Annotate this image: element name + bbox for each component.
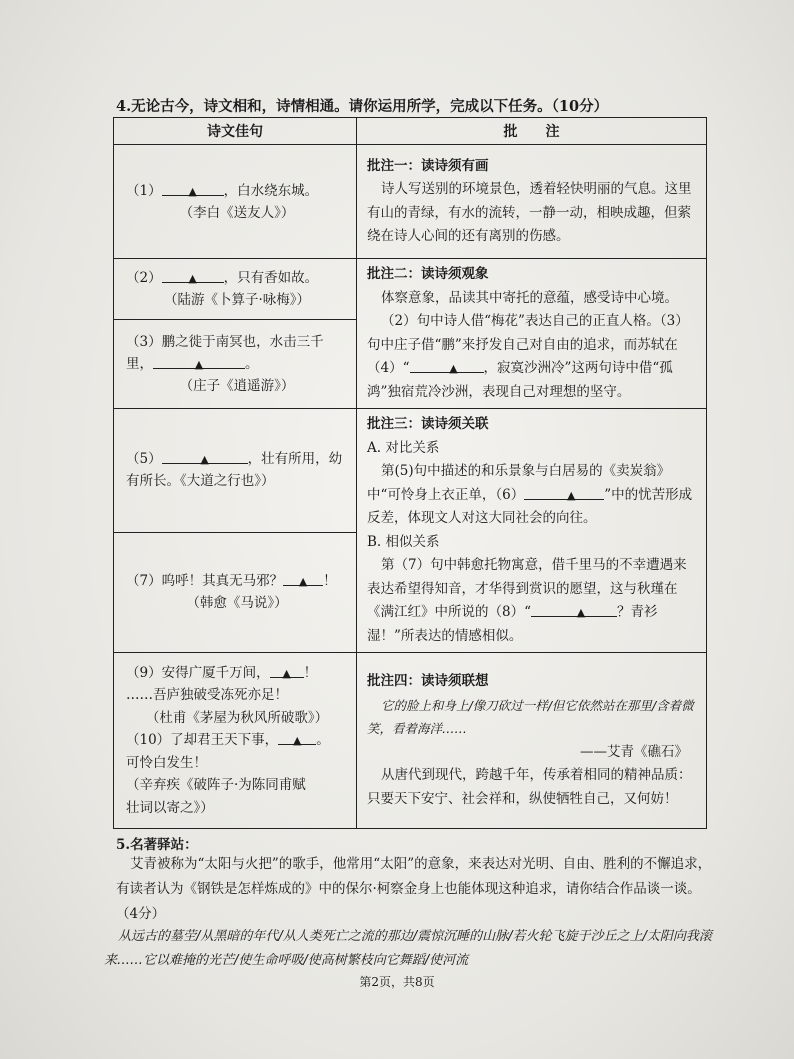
annotation-cell-4: 批注四：读诗须联想 它的脸上和身上/像刀砍过一样/但它依然站在那里/含着微笑，看着海洋…… ——艾青《礁石》 从唐代到现代，跨越千年，传承着相同的精神品质：只要天下安宁、社会祥和，纵使牺牲自己，又何妨！ [357,653,707,829]
triangle-icon: ▲ [576,606,586,619]
triangle-icon: ▲ [298,575,308,589]
table-row [114,259,707,320]
poem-cell-7: （7）呜呼！其真无马邪？ ▲ ！ （韩愈《马说》） [114,532,357,652]
answer-blank-10[interactable] [278,730,316,748]
question-5-body: 艾青被称为“太阳与火把”的歌手，他常用“太阳”的意象，来表达对光明、自由、胜利的不懈追求，有读者认为《钢铁是怎样炼成的》中的保尔·柯察金身上也能体现这种追求，请你结合作品谈一谈。（4分） [116,856,712,922]
triangle-icon: ▲ [567,488,576,502]
answer-blank-2[interactable] [162,268,224,283]
poem-cell-1: （1） ▲ ，白水绕东城。 （李白《送友人》） [114,145,357,259]
triangle-icon: ▲ [449,362,458,375]
answer-blank-7[interactable] [283,571,323,589]
answer-blank-9[interactable] [270,663,304,678]
page-number: 第2页，共8页 [359,975,435,989]
answer-blank-3[interactable] [153,354,245,369]
answer-blank-5[interactable] [162,449,248,467]
triangle-icon: ▲ [292,734,302,748]
answer-blank-4[interactable] [410,358,484,373]
answer-blank-8[interactable] [531,602,617,617]
annotation-cell-1: 批注一：读诗须有画 诗人写送别的环境景色，透着轻快明丽的气息。这里有山的青绿，有水的流转，一静一动，相映成趣，但萦绕在诗人心间的还有离别的伤感。 [357,145,707,259]
question-5-poem: 从远古的墓茔/从黑暗的年代/从人类死亡之流的那边/震惊沉睡的山脉/若火轮飞旋于沙丘之上/太阳向我滚来……它以难掩的光芒/使生命呼吸/使高树繁枝向它舞蹈/使河流 [104,929,712,968]
table-header-row [114,118,707,145]
annotation-title: 批注三：读诗须关联 [367,416,489,432]
annotation-cell-3: 批注三：读诗须关联 A. 对比关系 第(5)句中描述的和乐景象与白居易的《卖炭翁》中“可怜身上衣正单，（6） ▲ ”中的忧苦形成反差，体现文人对这大同社会的向往。 B. 相似关系 第（7）句中韩愈托物寓意，借千里马的不幸遭遇来表达希望得知音，才华得到赏识的愿望，这与秋瑾在《满江红》中所说的（8）“ ▲ ？青衫湿！”所表达的情感相似。 [357,409,707,653]
poem-cell-9-10: （9）安得广厦千万间， ▲ ！ ……吾庐独破受冻死亦足！ （杜甫《茅屋为秋风所破歌》） （10）了却君王天下事， ▲ 。 可怜白发生！ （辛弃疾《破阵子·为陈同甫赋 壮词以寄之》） [114,653,357,829]
annotation-cell-2: 批注二：读诗须观象 体察意象，品读其中寄托的意蕴，感受诗中心境。 （2）句中诗人借“梅花”表达自己的正直人格。（3）句中庄子借“鹏”来抒发自己对自由的追求，而苏轼在（4）“ ▲ ，寂寞沙洲冷”这两句诗中借“孤鸿”独宿荒冷沙洲，表现自己对理想的坚守。 [357,259,707,409]
table-row [114,145,707,259]
triangle-icon: ▲ [282,666,291,680]
triangle-icon: ▲ [188,271,197,285]
answer-blank-6[interactable] [524,485,604,500]
question-5-title: 5.名著驿站： [116,837,198,853]
poetry-annotation-table [113,117,707,829]
question-4-title: 4.无论古今，诗文相和，诗情相通。请你运用所学，完成以下任务。（10分） [116,98,609,115]
table-row [114,653,707,829]
header-poems: 诗文佳句 [114,118,357,145]
annotation-title: 批注二：读诗须观象 [367,266,489,282]
quoted-poem: 它的脸上和身上/像刀砍过一样/但它依然站在那里/含着微笑，看着海洋…… [367,697,694,736]
header-annotations: 批 注 [357,118,707,145]
poem-cell-2: （2） ▲ ，只有香如故。 （陆游《卜算子·咏梅》） [114,259,357,320]
poem-cell-5: （5） ▲ ，壮有所用，幼 有所长。《大道之行也》） [114,409,357,533]
poem-attribution: ——艾青《礁石》 [580,743,688,760]
answer-blank-1[interactable] [162,181,224,196]
annotation-title: 批注四：读诗须联想 [367,673,489,689]
table-row [114,409,707,533]
triangle-icon: ▲ [188,184,197,198]
poem-cell-3: （3）鹏之徙于南冥也，水击三千 里， ▲ 。 （庄子《逍遥游》） [114,319,357,408]
triangle-icon: ▲ [200,453,209,467]
triangle-icon: ▲ [194,357,204,371]
annotation-title: 批注一：读诗须有画 [367,157,489,174]
